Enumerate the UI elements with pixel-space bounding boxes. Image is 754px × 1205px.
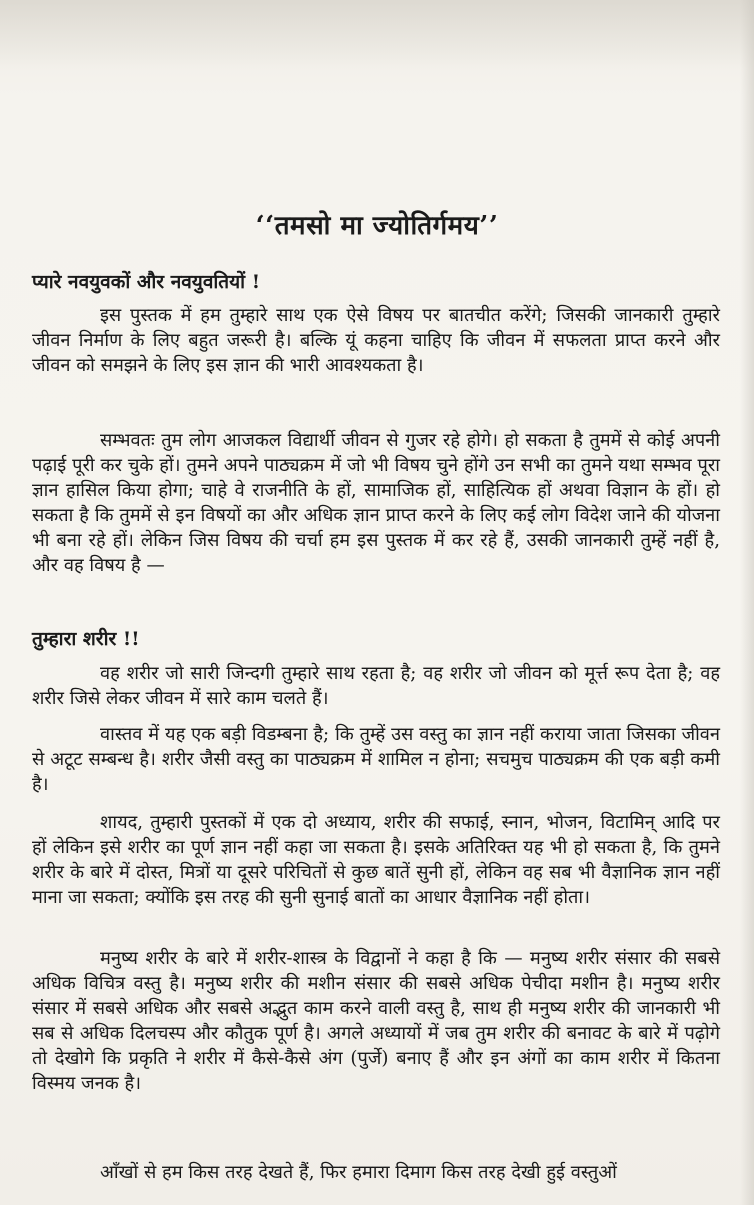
paragraph-human-body: मनुष्य शरीर के बारे में शरीर-शास्त्र के विद्वानों ने कहा है कि — मनुष्य शरीर संसार की सबसे अधिक विचित्र वस्तु है। मनुष्य शरीर की मशीन संसार की सबसे अधिक पेचीदा मशीन है। मनुष्य शरीर संसार में सबसे अधिक और सबसे अद्भुत काम करने वाली वस्तु है, साथ ही मनुष्य शरीर की जानकारी भी सब से अधिक दिलचस्प और कौतुक पूर्ण है। अगले अध्यायों में जब तुम शरीर की बनावट के बारे में पढ़ोगे तो देखोगे कि प्रकृति ने शरीर में कैसे-कैसे अंग (पुर्जे) बनाए हैं और इन अंगों का काम शरीर में कितना विस्मय जनक है। <box>32 948 720 1094</box>
page-top-shadow <box>0 0 754 70</box>
paragraph-books: शायद, तुम्हारी पुस्तकों में एक दो अध्याय, शरीर की सफाई, स्नान, भोजन, विटामिन् आदि पर हों लेकिन इसे शरीर का पूर्ण ज्ञान नहीं कहा जा सकता है। इसके अतिरिक्त यह भी हो सकता है, कि तुमने शरीर के बारे में दोस्त, मित्रों या दूसरे परिचितों से कुछ बातें सुनी हों, लेकिन वह सब भी वैज्ञानिक ज्ञान नहीं माना जा सकता; क्योंकि इस तरह की सुनी सुनाई बातों का आधार वैज्ञानिक नहीं होता। <box>32 812 720 908</box>
paragraph-body-definition: वह शरीर जो सारी जिन्दगी तुम्हारे साथ रहता है; वह शरीर जो जीवन को मूर्त्त रूप देता है; वह शरीर जिसे लेकर जीवन में सारे काम चलते हैं। <box>32 663 720 709</box>
paragraph-intro: इस पुस्तक में हम तुम्हारे साथ एक ऐसे विषय पर बातचीत करेंगे; जिसकी जानकारी तुम्हारे जीवन निर्माण के लिए बहुत जरूरी है। बल्कि यूं कहना चाहिए कि जीवन में सफलता प्राप्त करने और जीवन को समझने के लिए इस ज्ञान की भारी आवश्यकता है। <box>32 305 720 376</box>
salutation-heading: प्यारे नवयुवकों और नवयुवतियों ! <box>32 271 261 293</box>
paragraph-eyes: आँखों से हम किस तरह देखते हैं, फिर हमारा दिमाग किस तरह देखी हुई वस्तुओं <box>100 1162 617 1183</box>
section-heading-your-body: तुम्हारा शरीर !! <box>32 628 140 650</box>
page-right-edge <box>740 0 754 1205</box>
paragraph-student-life: सम्भवतः तुम लोग आजकल विद्यार्थी जीवन से गुजर रहे होगे। हो सकता है तुममें से कोई अपनी पढ़ाई पूरी कर चुके हों। तुमने अपने पाठ्यक्रम में जो भी विषय चुने होंगे उन सभी का तुमने यथा सम्भव पूरा ज्ञान हासिल किया होगा; चाहे वे राजनीति के हों, सामाजिक हों, साहित्यिक हों अथवा विज्ञान के हों। हो सकता है कि तुममें से इन विषयों का और अधिक ज्ञान प्राप्त करने के लिए कई लोग विदेश जाने की योजना भी बना रहे हों। लेकिन जिस विषय की चर्चा हम इस पुस्तक में कर रहे हैं, उसकी जानकारी तुम्हें नहीं है, और वह विषय है — <box>32 430 720 576</box>
paragraph-irony: वास्तव में यह एक बड़ी विडम्बना है; कि तुम्हें उस वस्तु का ज्ञान नहीं कराया जाता जिसका जीवन से अटूट सम्बन्ध है। शरीर जैसी वस्तु का पाठ्यक्रम में शामिल न होना; सचमुच पाठ्यक्रम की एक बड़ी कमी है। <box>32 724 720 795</box>
page-title: ‘‘तमसो मा ज्योतिर्गमय’’ <box>255 211 499 241</box>
